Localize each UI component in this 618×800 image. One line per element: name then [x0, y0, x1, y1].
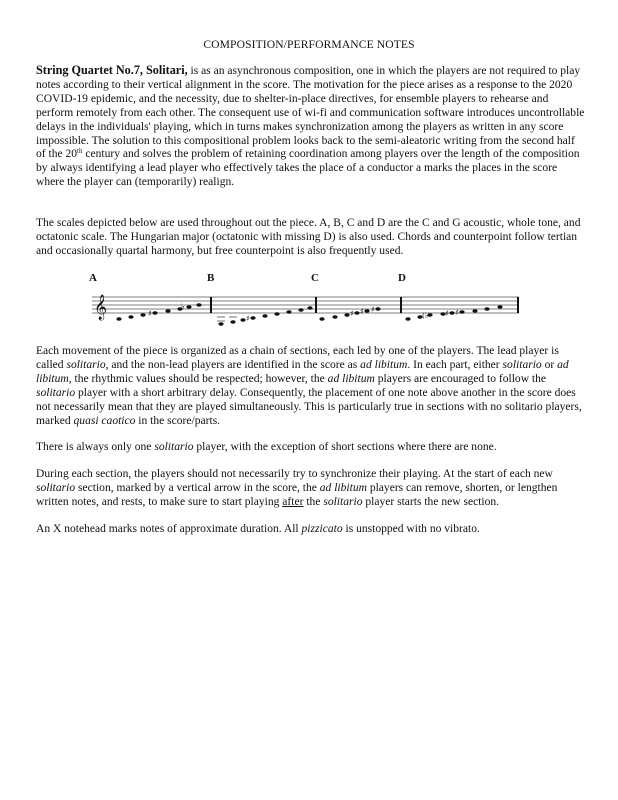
sharp-icon: ♯ — [371, 305, 375, 314]
paragraph-notehead: An X notehead marks notes of approximate duration. All pizzicato is unstopped with no vibrato. — [36, 523, 480, 535]
paragraph-sections: Each movement of the piece is organized as a chain of sections, each led by one of the players. The lead player is called solitario, and the non-lead players are identified in the score as ad libitum. In each part, either solitario or ad libitum, the rhythmic values should be respected; however, the ad libitum players are encouraged to follow the solitario player with a short arbitrary delay. Consequently, the placement of one note above another in the score does not necessarily mean that they are played simultaneously. This is particularly true in sections with no solitario players, marked quasi caotico in the score/parts. — [36, 345, 582, 427]
sharp-icon: ♯ — [455, 308, 459, 317]
sharp-icon: ♯ — [360, 307, 364, 316]
scale-label-a: A — [89, 272, 97, 284]
scales-figure — [86, 270, 526, 334]
scale-label-b: B — [207, 272, 215, 284]
page-title: COMPOSITION/PERFORMANCE NOTES — [203, 38, 415, 51]
music-staff — [86, 270, 526, 334]
sharp-icon: ♯ — [350, 309, 354, 318]
flat-icon: ♭ — [181, 302, 185, 311]
paragraph-synchronization: During each section, the players should not necessarily try to synchronize their playing. At the start of each new solitario section, marked by a vertical arrow in the score, the ad libitum players can remove, shorten, or lengthen written notes, and rests, to make sure to start playing after the solitario player starts the new section. — [36, 468, 558, 508]
paragraph-scales: The scales depicted below are used throughout out the piece. A, B, C and D are the C and G acoustic, whole tone, and octatonic scale. The Hungarian major (octatonic with missing D) is also used. Chords and counterpoint follow tertian and occasionally quartal harmony, but free counterpoint is also frequently used. — [36, 217, 581, 257]
paragraph-solitario: There is always only one solitario player, with the exception of short sections where there are none. — [36, 441, 497, 453]
scale-label-d: D — [398, 272, 406, 284]
paragraph-intro: String Quartet No.7, Solitari, is as an asynchronous composition, one in which the players are not required to play notes according to their vertical alignment in the score. The motivation for the piece arises as a response to the 2020 COVID-19 epidemic, and the necessity, due to shelter-in-place directives, for ensemble players to rehearse and perform remotely from each other. The consequent use of wi-fi and communication software introduces uncontrollable delays in the individuals' playing, which in turns makes synchronization among the players as written in any score impossible. The solution to this compositional problem looks back to the semi-aleatoric writing from the second half of the 20th century and solves the problem of retaining coordination among players over the length of the composition by always identifying a lead player who effectively takes the place of a conductor a marks the places in the score where the player can (temporarily) realign. — [36, 63, 585, 189]
piece-title: String Quartet No.7, Solitari, — [36, 63, 188, 77]
scale-label-c: C — [311, 272, 319, 284]
svg-text:(: ( — [422, 312, 425, 320]
sharp-icon: ♯ — [445, 309, 449, 318]
flat-icon: ♭ — [425, 311, 429, 320]
treble-clef-icon: 𝄞 — [94, 295, 108, 320]
sharp-icon: ♯ — [148, 309, 152, 318]
sharp-icon: ♯ — [246, 314, 250, 323]
